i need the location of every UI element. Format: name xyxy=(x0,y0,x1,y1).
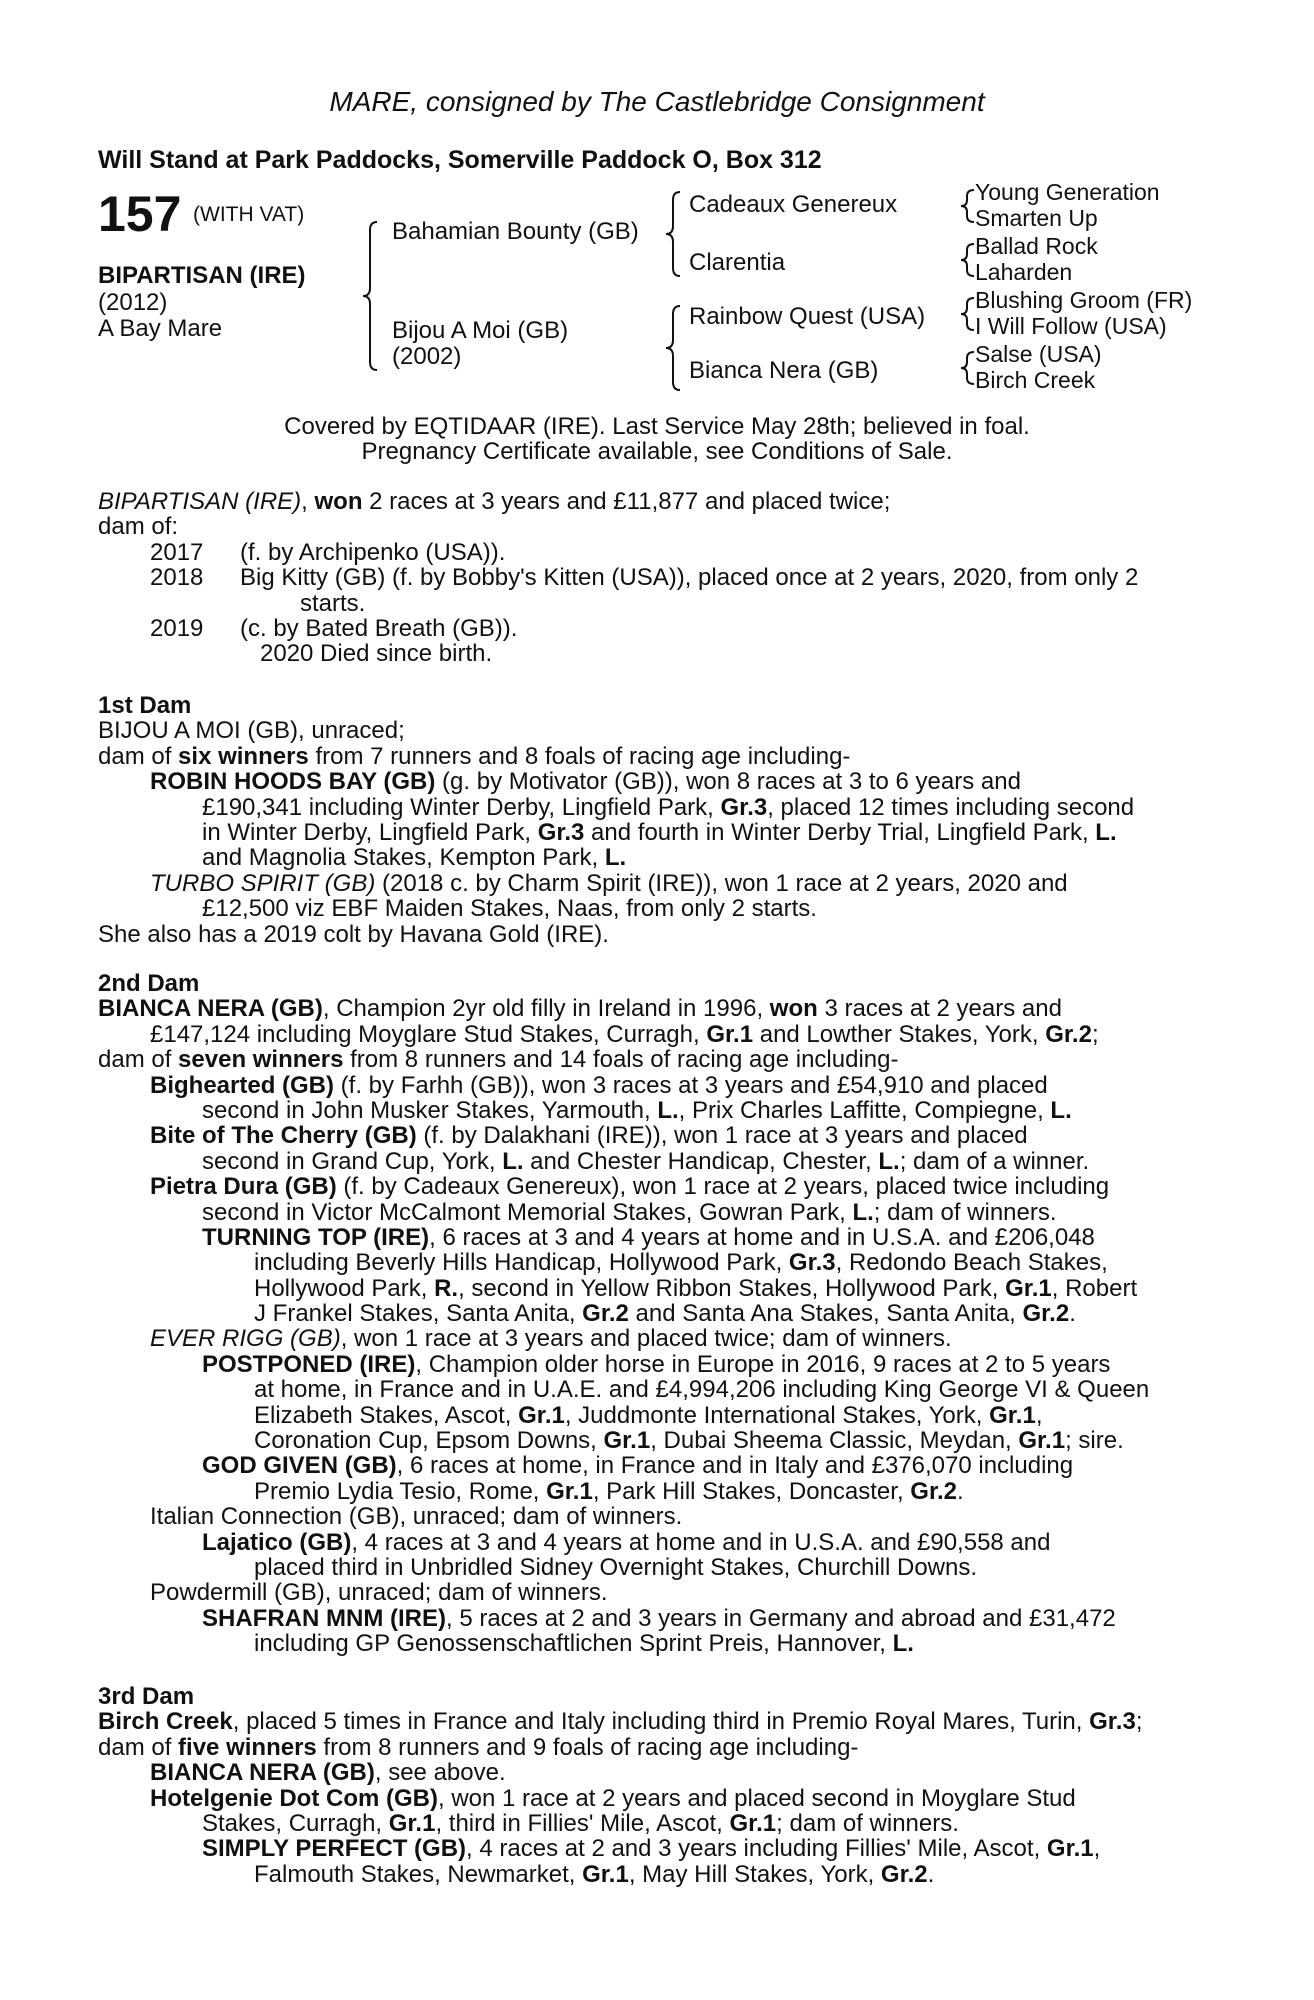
progeny-line: £190,341 including Winter Derby, Lingfield Park, Gr.3, placed 12 times including second xyxy=(202,793,1135,821)
record-intro: BIPARTISAN (IRE), won 2 races at 3 years and £11,877 and placed twice; xyxy=(98,488,891,515)
progeny-line: including Beverly Hills Handicap, Hollywood Park, Gr.3, Redondo Beach Stakes, xyxy=(254,1249,1108,1277)
progeny-line: Coronation Cup, Epsom Downs, Gr.1, Dubai Sheema Classic, Meydan, Gr.1; sire. xyxy=(254,1427,1124,1455)
pedigree-dam-dam: Bianca Nera (GB) xyxy=(689,357,879,384)
progeny-line: second in Victor McCalmont Memorial Stakes, Gowran Park, L.; dam of winners. xyxy=(202,1198,1057,1226)
pedigree-dam-sire: Rainbow Quest (USA) xyxy=(689,303,926,330)
cover-line-1: Covered by EQTIDAAR (IRE). Last Service May 28th; believed in foal. xyxy=(284,413,1030,440)
pedigree-g3-6: I Will Follow (USA) xyxy=(975,313,1167,339)
first-dam-line: She also has a 2019 colt by Havana Gold (IRE). xyxy=(98,920,609,948)
stand-location: Will Stand at Park Paddocks, Somerville Paddock O, Box 312 xyxy=(98,146,822,174)
pedigree-braces xyxy=(0,0,1314,420)
progeny-line: EVER RIGG (GB), won 1 race at 3 years and placed twice; dam of winners. xyxy=(150,1325,952,1353)
progeny-line: second in John Musker Stakes, Yarmouth, L., Prix Charles Laffitte, Compiegne, L. xyxy=(202,1096,1072,1124)
first-dam-line: BIJOU A MOI (GB), unraced; xyxy=(98,717,405,745)
progeny-line: Lajatico (GB), 4 races at 3 and 4 years at home and in U.S.A. and £90,558 and xyxy=(202,1528,1051,1556)
progeny-line: Bighearted (GB) (f. by Farhh (GB)), won 3 races at 3 years and £54,910 and placed xyxy=(150,1071,1048,1099)
second-dam-line: dam of seven winners from 8 runners and 14 foals of racing age including- xyxy=(98,1046,899,1074)
pedigree-g3-8: Birch Creek xyxy=(975,367,1096,393)
horse-year: (2012) xyxy=(98,289,168,316)
race-record xyxy=(98,489,1138,667)
second-dam-section xyxy=(98,971,1149,1657)
progeny-line: BIANCA NERA (GB), see above. xyxy=(150,1759,506,1787)
progeny-line: Bite of The Cherry (GB) (f. by Dalakhani (IRE)), won 1 race at 3 years and placed xyxy=(150,1122,1028,1150)
second-dam-heading: 2nd Dam xyxy=(98,970,200,997)
progeny-line: Hollywood Park, R., second in Yellow Ribbon Stakes, Hollywood Park, Gr.1, Robert xyxy=(254,1274,1138,1302)
pedigree-g3-2: Smarten Up xyxy=(975,205,1098,231)
pedigree-sire-dam: Clarentia xyxy=(689,249,786,276)
cover-line-2: Pregnancy Certificate available, see Conditions of Sale. xyxy=(361,438,953,465)
progeny-line: including GP Genossenschaftlichen Sprint Preis, Hannover, L. xyxy=(254,1630,914,1658)
progeny-line: in Winter Derby, Lingfield Park, Gr.3 and fourth in Winter Derby Trial, Lingfield Park, L. xyxy=(202,818,1117,846)
second-dam-line: £147,124 including Moyglare Stud Stakes, Curragh, Gr.1 and Lowther Stakes, York, Gr.2; xyxy=(150,1020,1099,1048)
pedigree-dam-year: (2002) xyxy=(392,343,462,370)
progeny-line: Hotelgenie Dot Com (GB), won 1 race at 2 years and placed second in Moyglare Stud xyxy=(150,1784,1076,1812)
progeny-line: SHAFRAN MNM (IRE), 5 races at 2 and 3 years in Germany and abroad and £31,472 xyxy=(202,1604,1116,1632)
pedigree-g3-5: Blushing Groom (FR) xyxy=(975,287,1193,313)
first-dam-line: dam of six winners from 7 runners and 8 foals of racing age including- xyxy=(98,742,851,770)
vat-note: (WITH VAT) xyxy=(193,203,305,226)
pedigree-g3-4: Laharden xyxy=(975,259,1073,285)
produce-row: starts. xyxy=(300,589,366,617)
progeny-line: Elizabeth Stakes, Ascot, Gr.1, Juddmonte International Stakes, York, Gr.1, xyxy=(254,1401,1043,1429)
progeny-line: £12,500 viz EBF Maiden Stakes, Naas, from only 2 starts. xyxy=(202,895,817,923)
third-dam-heading: 3rd Dam xyxy=(98,1683,195,1710)
second-dam-line: BIANCA NERA (GB), Champion 2yr old filly in Ireland in 1996, won 3 races at 2 years and xyxy=(98,995,1062,1023)
progeny-line: ROBIN HOODS BAY (GB) (g. by Motivator (GB)), won 8 races at 3 to 6 years and xyxy=(150,768,1021,796)
progeny-line: Italian Connection (GB), unraced; dam of winners. xyxy=(150,1503,683,1531)
pedigree-sire: Bahamian Bounty (GB) xyxy=(392,218,639,245)
produce-row: 2020 Died since birth. xyxy=(260,640,493,668)
progeny-line: at home, in France and in U.A.E. and £4,994,206 including King George VI & Queen xyxy=(254,1376,1150,1404)
progeny-line: Stakes, Curragh, Gr.1, third in Fillies' Mile, Ascot, Gr.1; dam of winners. xyxy=(202,1809,959,1837)
lot-number: 157 xyxy=(98,186,182,242)
progeny-line: TURBO SPIRIT (GB) (2018 c. by Charm Spirit (IRE)), won 1 race at 2 years, 2020 and xyxy=(150,869,1068,897)
progeny-line: Falmouth Stakes, Newmarket, Gr.1, May Hill Stakes, York, Gr.2. xyxy=(254,1860,935,1888)
horse-name: BIPARTISAN (IRE) xyxy=(98,262,306,289)
progeny-line: Pietra Dura (GB) (f. by Cadeaux Genereux), won 1 race at 2 years, placed twice including xyxy=(150,1173,1110,1201)
progeny-line: SIMPLY PERFECT (GB), 4 races at 2 and 3 years including Fillies' Mile, Ascot, Gr.1, xyxy=(202,1835,1101,1863)
progeny-line: TURNING TOP (IRE), 6 races at 3 and 4 years at home and in U.S.A. and £206,048 xyxy=(202,1223,1095,1251)
progeny-line: placed third in Unbridled Sidney Overnight Stakes, Churchill Downs. xyxy=(254,1553,978,1581)
first-dam-heading: 1st Dam xyxy=(98,692,192,719)
horse-description: A Bay Mare xyxy=(98,315,223,342)
progeny-line: Premio Lydia Tesio, Rome, Gr.1, Park Hill Stakes, Doncaster, Gr.2. xyxy=(254,1477,964,1505)
pedigree-g3-1: Young Generation xyxy=(975,179,1160,205)
pedigree-sire-sire: Cadeaux Genereux xyxy=(689,191,898,218)
produce-row: 2019 (c. by Bated Breath (GB)). xyxy=(150,614,518,642)
page-title: MARE, consigned by The Castlebridge Consignment xyxy=(329,86,985,117)
progeny-line: and Magnolia Stakes, Kempton Park, L. xyxy=(202,844,627,872)
third-dam-line: Birch Creek, placed 5 times in France and Italy including third in Premio Royal Mares, Turin, Gr.3; xyxy=(98,1708,1143,1736)
produce-row: 2018 Big Kitty (GB) (f. by Bobby's Kitten (USA)), placed once at 2 years, 2020, from only 2 xyxy=(150,564,1139,592)
progeny-line: J Frankel Stakes, Santa Anita, Gr.2 and Santa Ana Stakes, Santa Anita, Gr.2. xyxy=(254,1300,1076,1328)
progeny-line: second in Grand Cup, York, L. and Chester Handicap, Chester, L.; dam of a winner. xyxy=(202,1147,1090,1175)
progeny-line: GOD GIVEN (GB), 6 races at home, in France and in Italy and £376,070 including xyxy=(202,1452,1074,1480)
produce-row: 2017 (f. by Archipenko (USA)). xyxy=(150,538,506,566)
third-dam-line: dam of five winners from 8 runners and 9 foals of racing age including- xyxy=(98,1733,859,1761)
progeny-line: Powdermill (GB), unraced; dam of winners. xyxy=(150,1579,608,1607)
progeny-line: POSTPONED (IRE), Champion older horse in Europe in 2016, 9 races at 2 to 5 years xyxy=(202,1350,1111,1378)
pedigree-g3-3: Ballad Rock xyxy=(975,233,1098,259)
record-dam-of: dam of: xyxy=(98,513,179,541)
pedigree-dam: Bijou A Moi (GB) xyxy=(392,317,569,344)
pedigree-g3-7: Salse (USA) xyxy=(975,341,1102,367)
third-dam-section xyxy=(98,1684,1143,1887)
first-dam-section xyxy=(98,693,1134,947)
